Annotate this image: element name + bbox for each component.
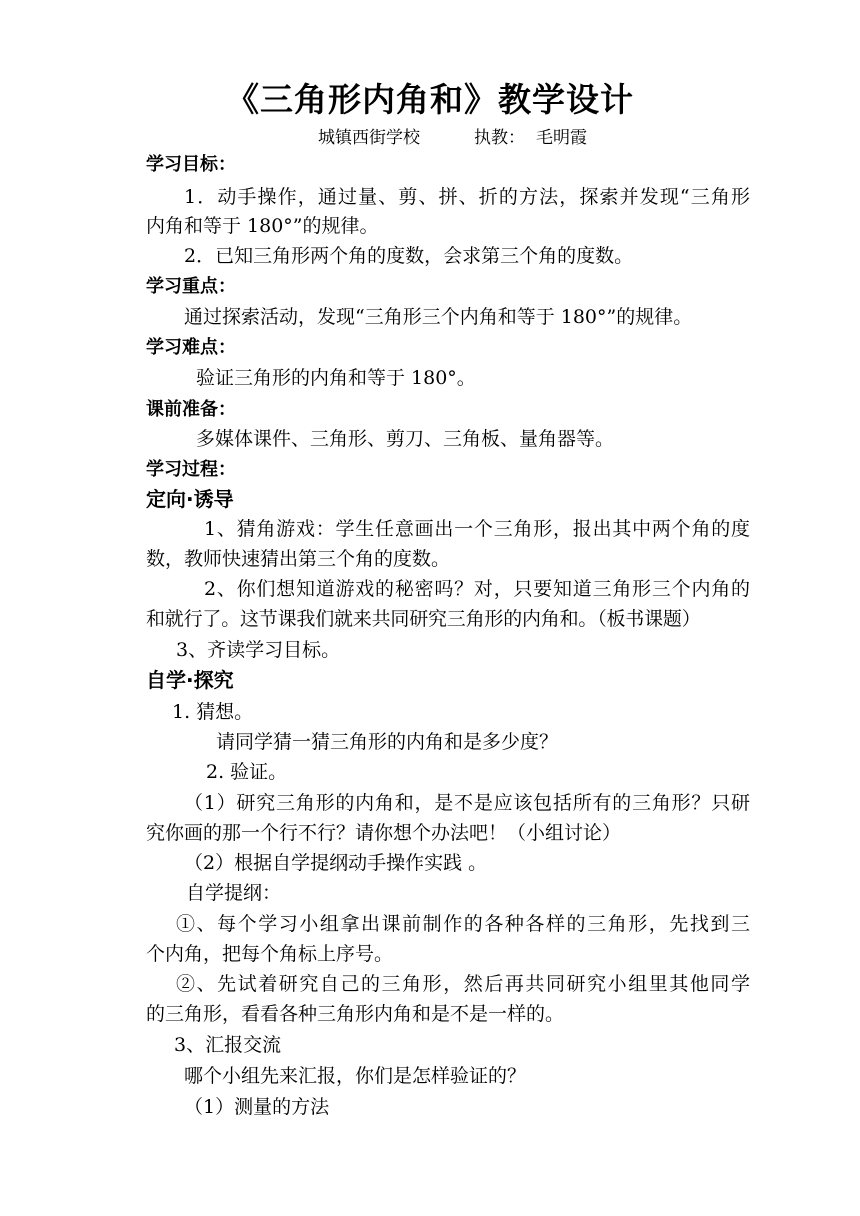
section-1-heading: 定向·诱导 xyxy=(146,487,234,511)
teacher-label: 执教： xyxy=(474,128,525,148)
goals-heading: 学习目标： xyxy=(146,154,236,175)
guess-step: 1. 猜想。 xyxy=(172,701,254,723)
section-1-para-1-line-2: 数，教师快速猜出第三个角的度数。 xyxy=(146,548,451,570)
outline-1-line-1: ①、每个学习小组拿出课前制作的各种各样的三角形，先找到三 xyxy=(176,913,750,935)
goal-1-line-1: 1．动手操作，通过量、剪、拼、折的方法，探索并发现“三角形 xyxy=(184,186,750,208)
outline-1-line-2: 个内角，把每个角标上序号。 xyxy=(146,943,394,965)
verify-1-line-2: 究你画的那一个行不行？请你想个办法吧！（小组讨论） xyxy=(146,822,622,844)
preparation-text: 多媒体课件、三角形、剪刀、三角板、量角器等。 xyxy=(196,428,615,450)
report-step: 3、汇报交流 xyxy=(174,1034,282,1056)
difficulty-text: 验证三角形的内角和等于 180°。 xyxy=(196,367,476,389)
goal-1-line-2: 内角和等于 180°”的规律。 xyxy=(146,215,379,237)
key-points-text: 通过探索活动，发现“三角形三个内角和等于 180°”的规律。 xyxy=(184,306,693,328)
verify-1-line-1: （1）研究三角形的内角和，是不是应该包括所有的三角形？只研 xyxy=(184,792,750,814)
preparation-heading: 课前准备： xyxy=(146,399,236,420)
section-2-heading: 自学·探究 xyxy=(146,668,234,692)
verify-2: （2）根据自学提纲动手操作实践 。 xyxy=(184,852,488,874)
process-heading: 学习过程： xyxy=(146,459,236,480)
document-title: 《三角形内角和》教学设计 xyxy=(226,80,634,119)
section-1-para-1-line-1: 1、猜角游戏：学生任意画出一个三角形，报出其中两个角的度 xyxy=(204,518,750,540)
outline-2-line-2: 的三角形，看看各种三角形内角和是不是一样的。 xyxy=(146,1003,565,1025)
teacher-name: 毛明霞 xyxy=(536,128,587,148)
self-study-outline-heading: 自学提纲： xyxy=(186,882,282,904)
verify-step: 2. 验证。 xyxy=(206,761,288,783)
difficulty-heading: 学习难点： xyxy=(146,337,236,358)
measure-method: （1）测量的方法 xyxy=(184,1096,330,1118)
report-question: 哪个小组先来汇报，你们是怎样验证的？ xyxy=(184,1065,527,1087)
outline-2-line-1: ②、先试着研究自己的三角形，然后再共同研究小组里其他同学 xyxy=(176,973,750,995)
section-1-para-2-line-1: 2、你们想知道游戏的秘密吗？对，只要知道三角形三个内角的 xyxy=(204,578,750,600)
section-1-para-2-line-2: 和就行了。这节课我们就来共同研究三角形的内角和。（板书课题） xyxy=(146,608,701,630)
school-name: 城镇西街学校 xyxy=(318,128,420,148)
goal-2: 2．已知三角形两个角的度数，会求第三个角的度数。 xyxy=(184,245,634,267)
guess-question: 请同学猜一猜三角形的内角和是多少度？ xyxy=(216,731,559,753)
key-points-heading: 学习重点： xyxy=(146,276,236,297)
section-1-para-3: 3、齐读学习目标。 xyxy=(176,639,341,661)
